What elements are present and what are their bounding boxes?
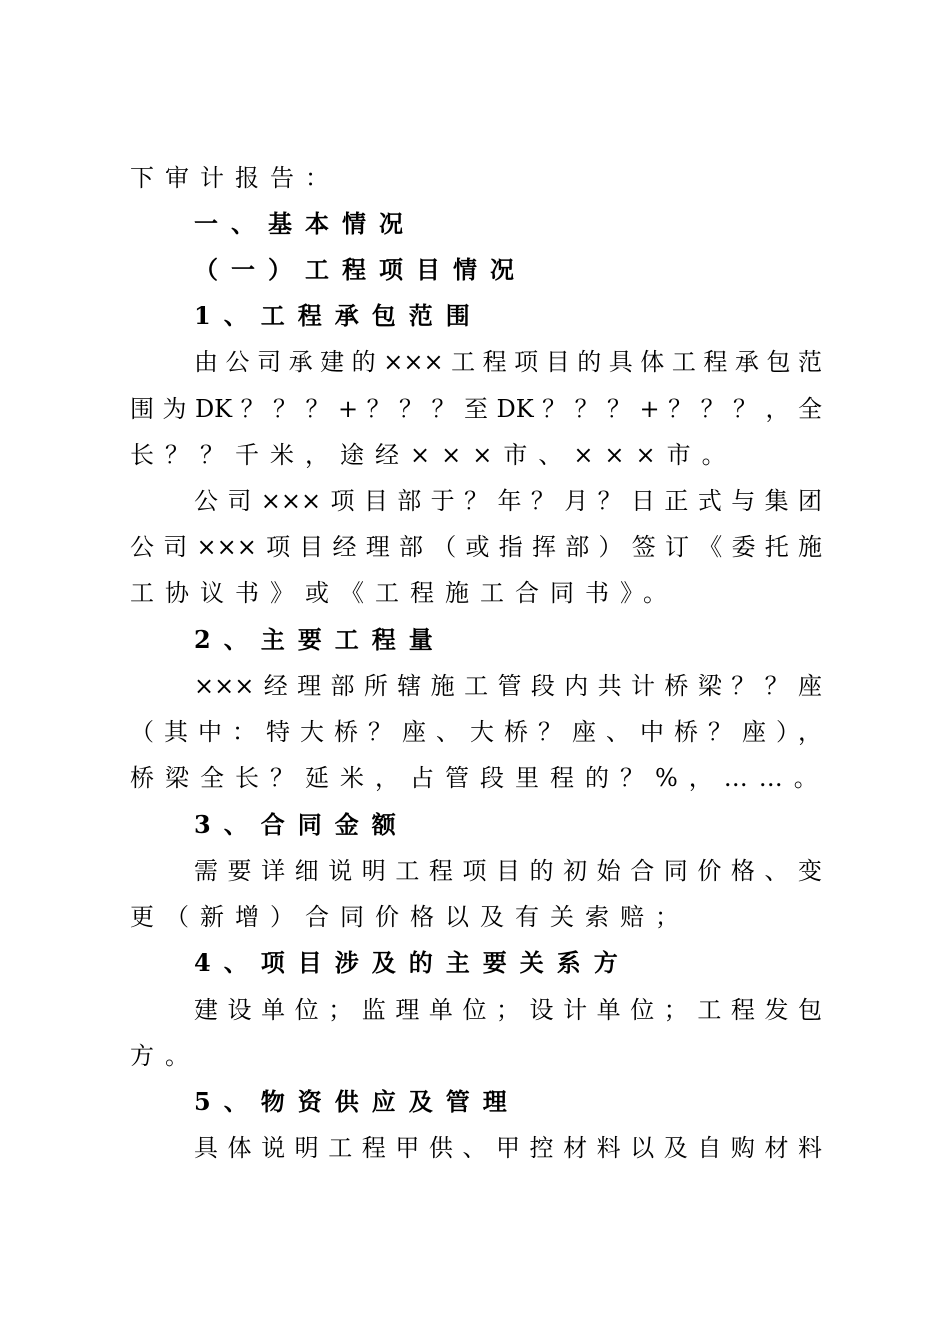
paragraph-line: ×××经理部所辖施工管段内共计桥梁？？座 xyxy=(194,672,822,700)
paragraph-line: 需要详细说明工程项目的初始合同价格、变 xyxy=(194,857,822,885)
paragraph-line: 桥梁全长？延米，占管段里程的？%，……。 xyxy=(130,764,829,792)
paragraph-line: 长？？千米，途经×××市、×××市。 xyxy=(130,441,737,469)
section-heading-basic: 一、基本情况 xyxy=(194,209,416,238)
subsection-heading-project: （一）工程项目情况 xyxy=(194,255,527,284)
item-heading-3: 3、合同金额 xyxy=(194,810,409,839)
paragraph-line: 工协议书》或《工程施工合同书》。 xyxy=(130,579,678,607)
paragraph-line: 公司×××项目经理部（或指挥部）签订《委托施 xyxy=(130,533,822,561)
paragraph-line: （其中：特大桥？座、大桥？座、中桥？座）， xyxy=(130,718,822,746)
paragraph-line: 由公司承建的×××工程项目的具体工程承包范 xyxy=(194,348,822,376)
item-heading-1: 1、工程承包范围 xyxy=(194,301,483,330)
item-heading-4: 4、项目涉及的主要关系方 xyxy=(194,948,631,977)
paragraph-line: 更（新增）合同价格以及有关索赔； xyxy=(130,903,690,931)
paragraph-line: 方。 xyxy=(130,1042,200,1070)
paragraph-line: 公司×××项目部于？年？月？日正式与集团 xyxy=(194,487,822,515)
paragraph-line: 围为DK？？？+？？？至DK？？？+？？？，全 xyxy=(130,395,822,423)
item-heading-2: 2、主要工程量 xyxy=(194,625,446,654)
item-heading-5: 5、物资供应及管理 xyxy=(194,1087,520,1116)
paragraph-line: 建设单位；监理单位；设计单位；工程发包 xyxy=(194,996,822,1024)
paragraph-line: 具体说明工程甲供、甲控材料以及自购材料 xyxy=(194,1134,822,1162)
intro-line: 下审计报告： xyxy=(130,164,340,192)
